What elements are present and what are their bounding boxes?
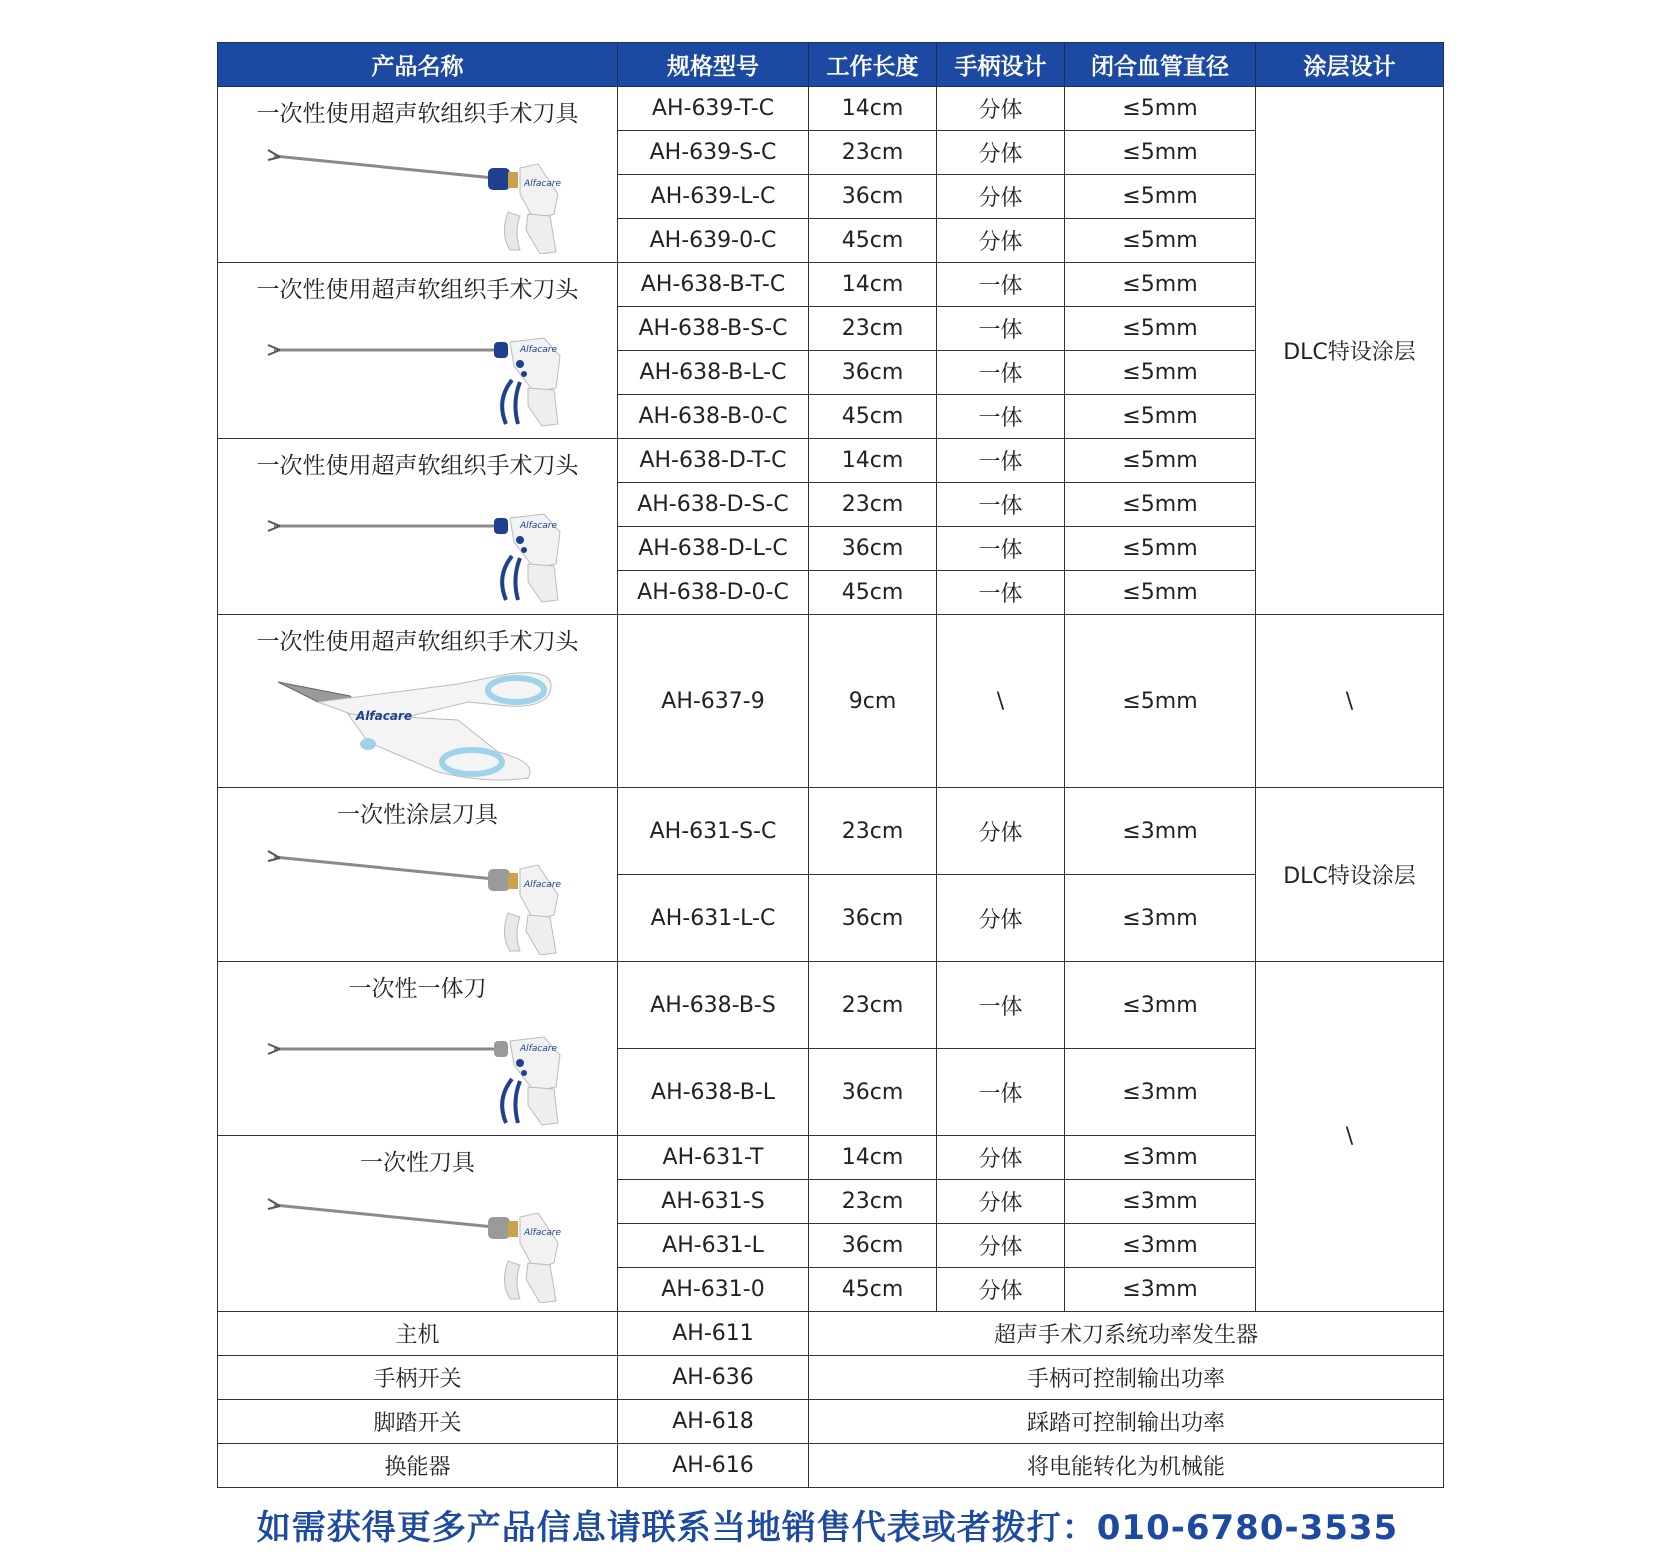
brand-label: Alfacare (519, 521, 557, 531)
product-name: 一次性使用超声软组织手术刀头 (256, 453, 579, 479)
brand-label: Alfacare (523, 880, 561, 890)
length-cell: 36cm (809, 351, 937, 395)
scalpel-handpiece-image (258, 134, 578, 254)
model-cell: AH-637-9 (618, 615, 809, 788)
accessory-name: 手柄开关 (218, 1356, 618, 1400)
table-header-row (218, 43, 1444, 87)
diameter-cell: ≤3mm (1065, 1049, 1256, 1136)
model-cell: AH-638-B-L-C (618, 351, 809, 395)
handle-cell: 分体 (937, 175, 1065, 219)
diameter-cell: ≤3mm (1065, 1224, 1256, 1268)
diameter-cell: ≤5mm (1065, 87, 1256, 131)
product-cell (218, 962, 618, 1136)
diameter-cell: ≤5mm (1065, 395, 1256, 439)
handle-cell: 分体 (937, 87, 1065, 131)
header-vessel-diameter: 闭合血管直径 (1065, 43, 1256, 87)
handle-cell: 一体 (937, 307, 1065, 351)
table-row (218, 87, 1444, 131)
handle-cell: 一体 (937, 395, 1065, 439)
handle-cell: 一体 (937, 527, 1065, 571)
coating-cell: DLC特设涂层 (1256, 788, 1444, 962)
accessory-row (218, 1400, 1444, 1444)
integrated-scalpel-image (258, 1009, 578, 1129)
length-cell: 36cm (809, 527, 937, 571)
length-cell: 36cm (809, 1224, 937, 1268)
diameter-cell: ≤5mm (1065, 263, 1256, 307)
product-name: 一次性使用超声软组织手术刀头 (256, 277, 579, 303)
product-name: 一次性使用超声软组织手术刀头 (256, 629, 579, 655)
accessory-model: AH-636 (618, 1356, 809, 1400)
header-coating: 涂层设计 (1256, 43, 1444, 87)
diameter-cell: ≤3mm (1065, 788, 1256, 875)
model-cell: AH-639-0-C (618, 219, 809, 263)
brand-label: Alfacare (519, 1044, 557, 1054)
accessory-row (218, 1356, 1444, 1400)
coating-cell: \ (1256, 615, 1444, 788)
product-cell (218, 263, 618, 439)
coating-cell: \ (1256, 962, 1444, 1312)
handle-cell: 分体 (937, 131, 1065, 175)
diameter-cell: ≤5mm (1065, 351, 1256, 395)
diameter-cell: ≤5mm (1065, 615, 1256, 788)
model-cell: AH-638-D-S-C (618, 483, 809, 527)
length-cell: 23cm (809, 1180, 937, 1224)
header-handle-design: 手柄设计 (937, 43, 1065, 87)
integrated-scalpel-image (258, 486, 578, 606)
diameter-cell: ≤5mm (1065, 571, 1256, 615)
diameter-cell: ≤3mm (1065, 962, 1256, 1049)
coating-cell: DLC特设涂层 (1256, 87, 1444, 615)
model-cell: AH-639-S-C (618, 131, 809, 175)
brand-label: Alfacare (523, 1228, 561, 1238)
handle-cell: 一体 (937, 962, 1065, 1049)
accessory-description: 手柄可控制输出功率 (809, 1356, 1444, 1400)
table-row (218, 962, 1444, 1049)
accessory-description: 将电能转化为机械能 (809, 1444, 1444, 1488)
length-cell: 14cm (809, 263, 937, 307)
model-cell: AH-631-T (618, 1136, 809, 1180)
model-cell: AH-638-B-S-C (618, 307, 809, 351)
scalpel-handpiece-image (258, 1183, 578, 1303)
diameter-cell: ≤5mm (1065, 483, 1256, 527)
brand-label: Alfacare (519, 345, 557, 355)
product-name: 一次性一体刀 (348, 976, 487, 1002)
model-cell: AH-638-B-T-C (618, 263, 809, 307)
length-cell: 23cm (809, 962, 937, 1049)
product-cell (218, 439, 618, 615)
accessory-row (218, 1444, 1444, 1488)
model-cell: AH-638-D-0-C (618, 571, 809, 615)
header-model: 规格型号 (618, 43, 809, 87)
handle-cell: 分体 (937, 875, 1065, 962)
diameter-cell: ≤3mm (1065, 1136, 1256, 1180)
header-product-name: 产品名称 (218, 43, 618, 87)
handle-cell: 一体 (937, 263, 1065, 307)
product-cell (218, 87, 618, 263)
length-cell: 36cm (809, 1049, 937, 1136)
diameter-cell: ≤5mm (1065, 439, 1256, 483)
model-cell: AH-631-0 (618, 1268, 809, 1312)
header-working-length: 工作长度 (809, 43, 937, 87)
length-cell: 14cm (809, 87, 937, 131)
model-cell: AH-639-L-C (618, 175, 809, 219)
diameter-cell: ≤3mm (1065, 875, 1256, 962)
table-row (218, 615, 1444, 788)
brand-label: Alfacare (355, 709, 412, 723)
product-name: 一次性涂层刀具 (337, 802, 498, 828)
model-cell: AH-638-B-S (618, 962, 809, 1049)
contact-footer: 如需获得更多产品信息请联系当地销售代表或者拨打：010-6780-3535 (256, 1508, 1399, 1548)
scalpel-handpiece-image (258, 835, 578, 955)
handle-cell: 一体 (937, 1049, 1065, 1136)
model-cell: AH-631-L-C (618, 875, 809, 962)
handle-cell: 分体 (937, 1224, 1065, 1268)
length-cell: 14cm (809, 439, 937, 483)
diameter-cell: ≤3mm (1065, 1268, 1256, 1312)
handle-cell: 分体 (937, 1180, 1065, 1224)
model-cell: AH-638-B-0-C (618, 395, 809, 439)
model-cell: AH-638-D-L-C (618, 527, 809, 571)
handle-cell: 分体 (937, 1268, 1065, 1312)
model-cell: AH-639-T-C (618, 87, 809, 131)
handle-cell: 一体 (937, 439, 1065, 483)
table-row (218, 788, 1444, 875)
handle-cell: 一体 (937, 351, 1065, 395)
length-cell: 23cm (809, 788, 937, 875)
length-cell: 23cm (809, 483, 937, 527)
integrated-scalpel-image (258, 310, 578, 430)
accessory-model: AH-616 (618, 1444, 809, 1488)
accessory-row (218, 1312, 1444, 1356)
product-cell (218, 1136, 618, 1312)
length-cell: 45cm (809, 219, 937, 263)
scissors-scalpel-image (258, 662, 578, 786)
handle-cell: 一体 (937, 483, 1065, 527)
accessory-name: 主机 (218, 1312, 618, 1356)
handle-cell: 分体 (937, 219, 1065, 263)
diameter-cell: ≤5mm (1065, 219, 1256, 263)
diameter-cell: ≤5mm (1065, 131, 1256, 175)
length-cell: 45cm (809, 571, 937, 615)
diameter-cell: ≤5mm (1065, 527, 1256, 571)
model-cell: AH-638-B-L (618, 1049, 809, 1136)
handle-cell: \ (937, 615, 1065, 788)
model-cell: AH-638-D-T-C (618, 439, 809, 483)
length-cell: 36cm (809, 175, 937, 219)
accessory-model: AH-618 (618, 1400, 809, 1444)
length-cell: 45cm (809, 395, 937, 439)
model-cell: AH-631-L (618, 1224, 809, 1268)
accessory-description: 超声手术刀系统功率发生器 (809, 1312, 1444, 1356)
length-cell: 23cm (809, 307, 937, 351)
diameter-cell: ≤5mm (1065, 307, 1256, 351)
handle-cell: 分体 (937, 1136, 1065, 1180)
product-cell (218, 788, 618, 962)
length-cell: 9cm (809, 615, 937, 788)
product-cell (218, 615, 618, 788)
accessory-description: 踩踏可控制输出功率 (809, 1400, 1444, 1444)
product-name: 一次性使用超声软组织手术刀具 (256, 101, 579, 127)
brand-label: Alfacare (523, 179, 561, 189)
model-cell: AH-631-S-C (618, 788, 809, 875)
accessory-name: 换能器 (218, 1444, 618, 1488)
product-spec-table (217, 42, 1444, 1488)
accessory-name: 脚踏开关 (218, 1400, 618, 1444)
length-cell: 14cm (809, 1136, 937, 1180)
handle-cell: 分体 (937, 788, 1065, 875)
product-name: 一次性刀具 (360, 1150, 475, 1176)
length-cell: 36cm (809, 875, 937, 962)
length-cell: 23cm (809, 131, 937, 175)
diameter-cell: ≤5mm (1065, 175, 1256, 219)
length-cell: 45cm (809, 1268, 937, 1312)
model-cell: AH-631-S (618, 1180, 809, 1224)
handle-cell: 一体 (937, 571, 1065, 615)
accessory-model: AH-611 (618, 1312, 809, 1356)
diameter-cell: ≤3mm (1065, 1180, 1256, 1224)
